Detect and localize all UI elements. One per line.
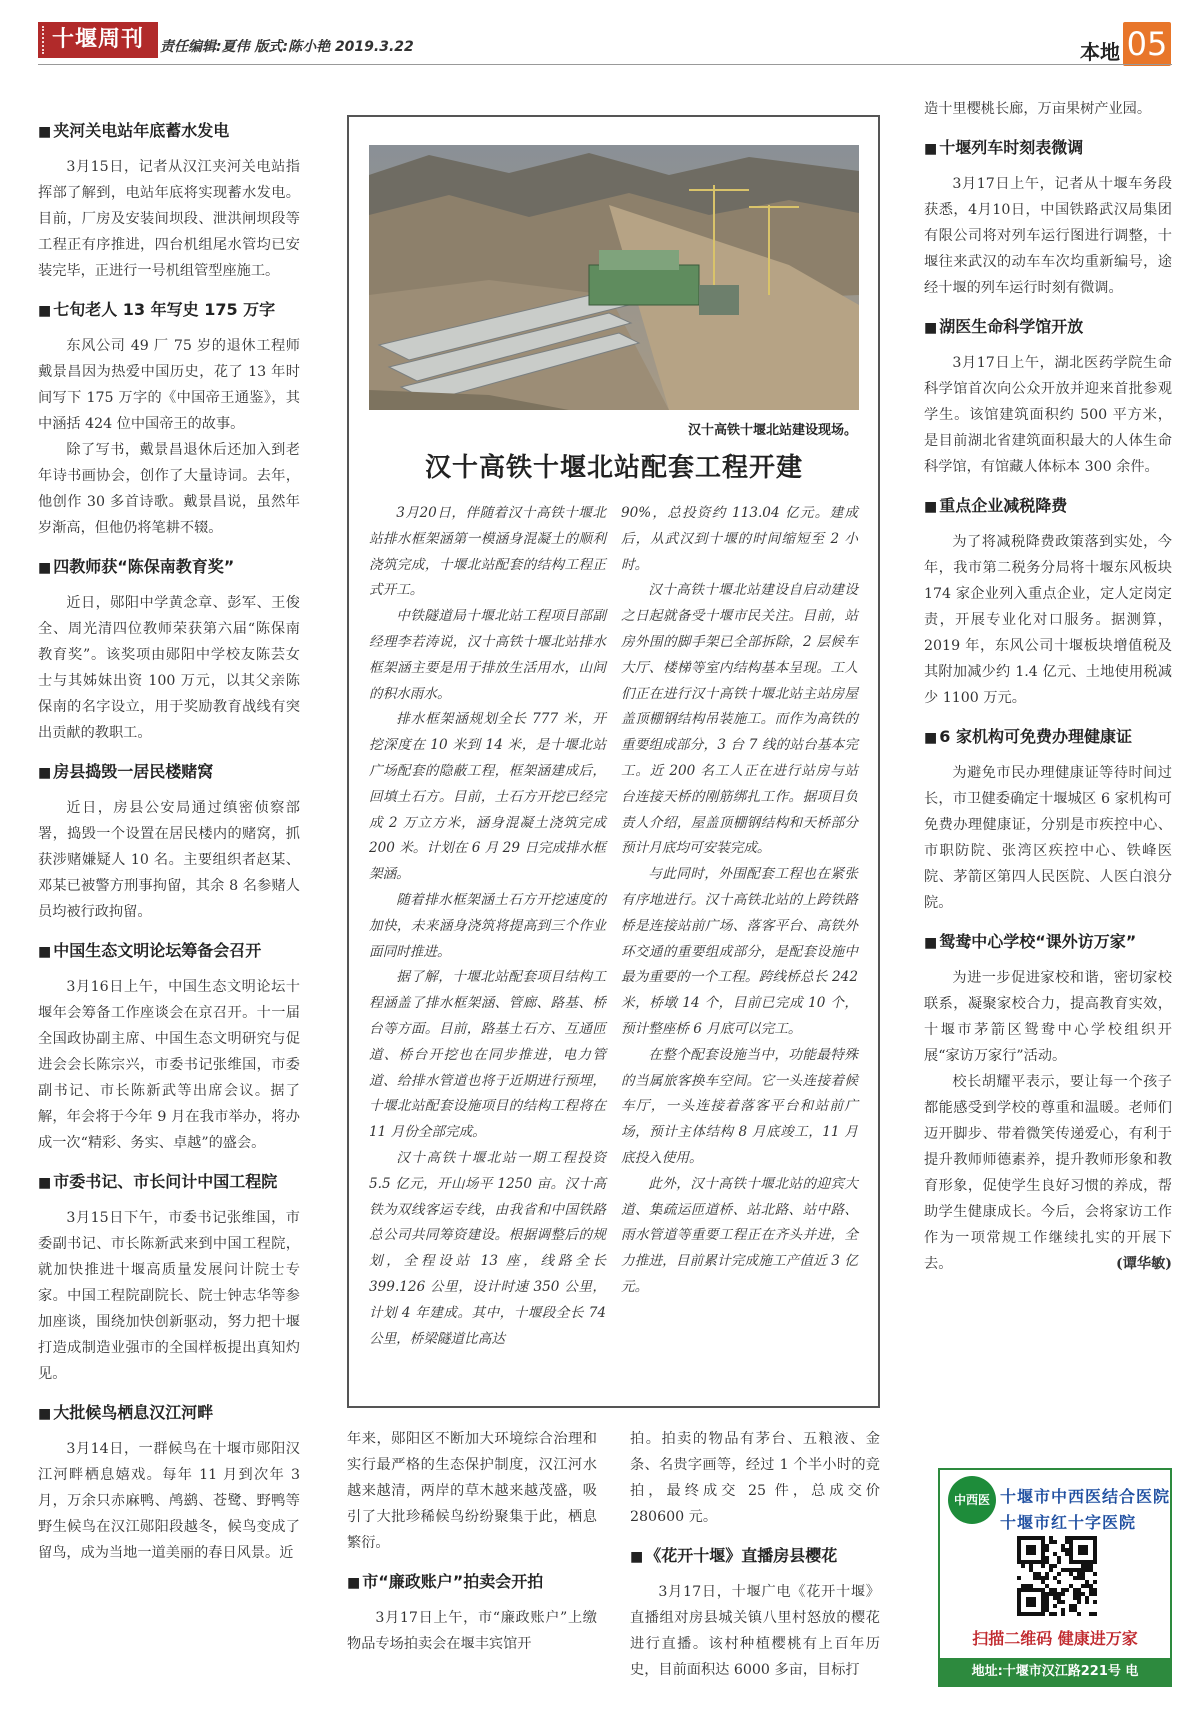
feature-paragraph: 中铁隧道局十堰北站工程项目部副经理李若涛说，汉十高铁十堰北站排水框架涵主要是用于排放生活用水，山间的积水雨水。 (369, 608, 606, 702)
news-paragraph: 3月14日，一群候鸟在十堰市郧阳汉江河畔栖息嬉戏。每年 11 月到次年 3 月，万余只赤麻鸭、鸬鹚、苍鹭、野鸭等野生候鸟在汉江郧阳段越冬，候鸟变成了留鸟，成为当地一道美丽的春日风景。近 (38, 1441, 300, 1561)
qr-code-icon[interactable] (1017, 1536, 1097, 1616)
news-headline: ■ 市“廉政账户”拍卖会开拍 (347, 1570, 597, 1595)
news-paragraph: 3月15日，记者从汉江夹河关电站指挥部了解到，电站年底将实现蓄水发电。目前，厂房及安装间坝段、泄洪闸坝段等工程正有序推进，四台机组尾水管均已安装完毕，正进行一号机组管型座施工。 (38, 159, 300, 279)
news-paragraph: 3月17日上午，记者从十堰车务段获悉，4月10日，中国铁路武汉局集团有限公司将对列车运行图进行调整，十堰往来武汉的动车车次均重新编号，途经十堰的列车运行时刻有微调。 (924, 176, 1172, 296)
feature-paragraph: 汉十高铁十堰北站一期工程投资 5.5 亿元，开山场平 1250 亩。汉十高铁为双线客运专线，由我省和中国铁路总公司共同筹资建设。根据调整后的规划，全程设站 13 座，线路全长 399.126 公里，设计时速 350 公里，计划 4 年建成。其中，十堰段全长 74 公里，桥梁隧道比高达 (369, 1149, 606, 1347)
feature-article (347, 115, 880, 1408)
news-headline: ■ 重点企业减税降费 (924, 494, 1172, 519)
news-paragraph: 造十里樱桃长廊，万亩果树产业园。 (924, 101, 1152, 117)
masthead-logo: 十堰周刊 (38, 22, 158, 58)
news-headline: ■ 四教师获“陈保南教育奖” (38, 555, 300, 580)
column-2-bottom (347, 1426, 597, 1700)
news-headline: ■ 七旬老人 13 年写史 175 万字 (38, 298, 300, 323)
page-number: 05 (1123, 22, 1171, 66)
column-1 (38, 105, 300, 1700)
feature-paragraph: 在整个配套设施当中，功能最特殊的当属旅客换车空间。它一头连接着候车厅，一头连接着落客平台和站前广场，预计主体结构 8 月底竣工，11 月底投入使用。 (621, 1046, 858, 1166)
news-paragraph: 为避免市民办理健康证等待时间过长，市卫健委确定十堰城区 6 家机构可免费办理健康证，分别是市疾控中心、市职防院、张湾区疾控中心、铁峰医院、茅箭区第四人民医院、人医白浪分院。 (924, 765, 1172, 911)
news-headline: ■ 《花开十堰》直播房县樱花 (630, 1544, 880, 1569)
news-paragraph: 3月17日，十堰广电《花开十堰》直播组对房县城关镇八里村怒放的樱花进行直播。该村种植樱桃有上百年历史，目前面积达 6000 多亩，目标打 (630, 1584, 880, 1678)
feature-paragraph: 汉十高铁十堰北站建设自启动建设之日起就备受十堰市民关注。目前，站房外围的脚手架已全部拆除，2 层候车大厅、楼梯等室内结构基本呈现。工人们正在进行汉十高铁十堰北站主站房屋盖顶棚钢结构吊装施工。而作为高铁的重要组成部分，3 台 7 线的站台基本完工。近 200 名工人正在进行站房与站台连接天桥的刚筋绑扎工作。据项目负责人介绍，屋盖顶棚钢结构和天桥部分预计月底均可安装完成。 (621, 582, 858, 857)
news-headline: ■ 湖医生命科学馆开放 (924, 315, 1172, 340)
news-paragraph: 拍。拍卖的物品有茅台、五粮液、金条、名贵字画等，经过 1 个半小时的竞拍，最终成交 25 件，总成交价 280600 元。 (630, 1431, 880, 1525)
feature-paragraph: 3月20日，伴随着汉十高铁十堰北站排水框架涵第一模涵身混凝土的顺利浇筑完成，十堰北站配套的结构工程正式开工。 (369, 505, 606, 599)
news-headline: ■ 中国生态文明论坛筹备会召开 (38, 939, 300, 964)
news-headline: ■ 房县捣毁一居民楼赌窝 (38, 760, 300, 785)
hospital-advertisement (938, 1468, 1172, 1706)
feature-paragraph: 与此同时，外围配套工程也在紧张有序地进行。汉十高铁北站的上跨铁路桥是连接站前广场、落客平台、高铁外环交通的重要组成部分，是配套设施中最为重要的一个工程。跨线桥总长 242 米，桥墩 14 个，目前已完成 10 个，预计整座桥 6 月底可以完工。 (621, 866, 858, 1037)
news-paragraph: 为了将减税降费政策落到实处，今年，我市第二税务分局将十堰东风板块 174 家企业列入重点企业，定人定岗定责，开展专业化对口服务。据测算，2019 年，东风公司十堰板块增值税及其附加减少约 1.4 亿元、土地使用税减少 1100 万元。 (924, 534, 1172, 706)
news-headline: ■ 市委书记、市长问计中国工程院 (38, 1170, 300, 1195)
feature-paragraph: 据了解，十堰北站配套项目结构工程涵盖了排水框架涵、管廊、路基、桥台等方面。目前，路基土石方、互通匝道、桥台开挖也在同步推进，电力管道、给排水管道也将于近期进行预埋，十堰北站配套设施项目的结构工程将在 11 月份全部完成。 (369, 969, 606, 1141)
news-headline: ■ 十堰列车时刻表微调 (924, 136, 1172, 161)
hospital-name-1: 十堰市中西医结合医院 (1000, 1487, 1171, 1506)
news-paragraph: 为进一步促进家校和谐，密切家校联系，凝聚家校合力，提高教育实效，十堰市茅箭区鸳鸯中心学校组织开展“家访万家行”活动。 (924, 970, 1172, 1064)
news-paragraph: 3月17日上午，湖北医药学院生命科学馆首次向公众开放并迎来首批参观学生。该馆建筑面积约 500 平方米，是目前湖北省建筑面积最大的人体生命科学馆，有馆藏人体标本 300 余件。 (924, 355, 1172, 475)
author-signature: (谭华敏) (1116, 1256, 1172, 1272)
photo-caption: 汉十高铁十堰北站建设现场。 (687, 423, 857, 438)
feature-paragraph: 90%，总投资约 113.04 亿元。建成后，从武汉到十堰的时间缩短至 2 小时。 (621, 505, 858, 573)
feature-column-right (621, 501, 858, 1301)
feature-paragraph: 随着排水框架涵土石方开挖速度的加快，未来涵身浇筑将提高到三个作业面同时推进。 (369, 891, 606, 960)
section-name: 本地 (1080, 40, 1120, 64)
news-paragraph: 年来，郧阳区不断加大环境综合治理和实行最严格的生态保护制度，汉江河水越来越清，两岸的草木越来越茂盛，吸引了大批珍稀候鸟纷纷聚集于此，栖息繁衍。 (347, 1431, 597, 1551)
column-3-bottom (630, 1426, 880, 1700)
news-paragraph: 近日，房县公安局通过缜密侦察部署，捣毁一个设置在居民楼内的赌窝，抓获涉赌嫌疑人 10 名。主要组织者赵某、邓某已被警方刑事拘留，其余 8 名参赌人员均被行政拘留。 (38, 800, 300, 920)
news-paragraph: 除了写书，戴景昌退休后还加入到老年诗书画协会，创作了大量诗词。去年，他创作 30 多首诗歌。戴景昌说，虽然年岁渐高，但他仍将笔耕不辍。 (38, 442, 300, 536)
header-rule (38, 64, 1172, 65)
news-paragraph: 近日，郧阳中学黄念章、彭军、王俊全、周光清四位教师荣获第六届“陈保南教育奖”。该奖项由郧阳中学校友陈芸女士与其姊妹出资 100 万元，以其父亲陈保南的名字设立，用于奖励教育战线有突出贡献的教职工。 (38, 595, 300, 741)
column-4 (924, 96, 1172, 1458)
feature-paragraph: 排水框架涵规划全长 777 米，开挖深度在 10 米到 14 米，是十堰北站广场配套的隐蔽工程，框架涵建成后，回填土石方。目前，土石方开挖已经完成 2 万立方米，涵身混凝土浇筑完成 200 米。计划在 6 月 29 日完成排水框架涵。 (369, 711, 606, 883)
hospital-name-2: 十堰市红十字医院 (1000, 1513, 1137, 1532)
news-paragraph: 3月17日上午，市“廉政账户”上缴物品专场拍卖会在堰丰宾馆开 (347, 1610, 597, 1652)
news-headline: ■ 大批候鸟栖息汉江河畔 (38, 1401, 300, 1426)
ad-address-phone: 地址:十堰市汉江路221号 电话:8615000 (940, 1658, 1170, 1685)
editor-credits: 责任编辑:夏伟 版式:陈小艳 2019.3.22 (160, 39, 414, 55)
hospital-logo: 中西医 (948, 1476, 996, 1524)
construction-photo (369, 145, 859, 410)
news-paragraph: 东风公司 49 厂 75 岁的退休工程师戴景昌因为热爱中国历史，花了 13 年时间写下 175 万字的《中国帝王通鉴》，其中涵括 424 位中国帝王的故事。 (38, 338, 300, 432)
news-headline: ■ 6 家机构可免费办理健康证 (924, 725, 1172, 750)
feature-headline: 汉十高铁十堰北站配套工程开建 (424, 453, 803, 483)
news-headline: ■ 夹河关电站年底蓄水发电 (38, 119, 300, 144)
news-paragraph: 校长胡耀平表示，要让每一个孩子都能感受到学校的尊重和温暖。老师们迈开脚步、带着微笑传递爱心，有利于提升教师师德素养，提升教师形象和教育形象，促使学生良好习惯的养成，帮助学生健康成长。今后，会将家访工作作为一项常规工作继续扎实的开展下去。 (谭华敏) (924, 1069, 1172, 1277)
news-headline: ■ 鸳鸯中心学校“课外访万家” (924, 930, 1172, 955)
ad-slogan: 扫描二维码 健康进万家 (972, 1629, 1138, 1648)
news-paragraph: 3月15日下午，市委书记张维国，市委副书记、市长陈新武来到中国工程院，就加快推进十堰高质量发展问计院士专家。中国工程院副院长、院士钟志华等参加座谈，围绕加快创新驱动，努力把十堰打造成制造业强市的全国样板提出真知灼见。 (38, 1210, 300, 1382)
page-header (0, 0, 1200, 90)
feature-column-left (369, 501, 606, 1352)
feature-paragraph: 此外，汉十高铁十堰北站的迎宾大道、集疏运匝道桥、站北路、站中路、雨水管道等重要工程正在齐头并进，全力推进，目前累计完成施工产值近 3 亿元。 (621, 1175, 858, 1295)
news-paragraph: 3月16日上午，中国生态文明论坛十堰年会筹备工作座谈会在京召开。十一届全国政协副主席、中国生态文明研究与促进会会长陈宗兴，市委书记张维国，市委副书记、市长陈新武等出席会议。据了解，年会将于今年 9 月在我市举办，将办成一次“精彩、务实、卓越”的盛会。 (38, 979, 300, 1151)
